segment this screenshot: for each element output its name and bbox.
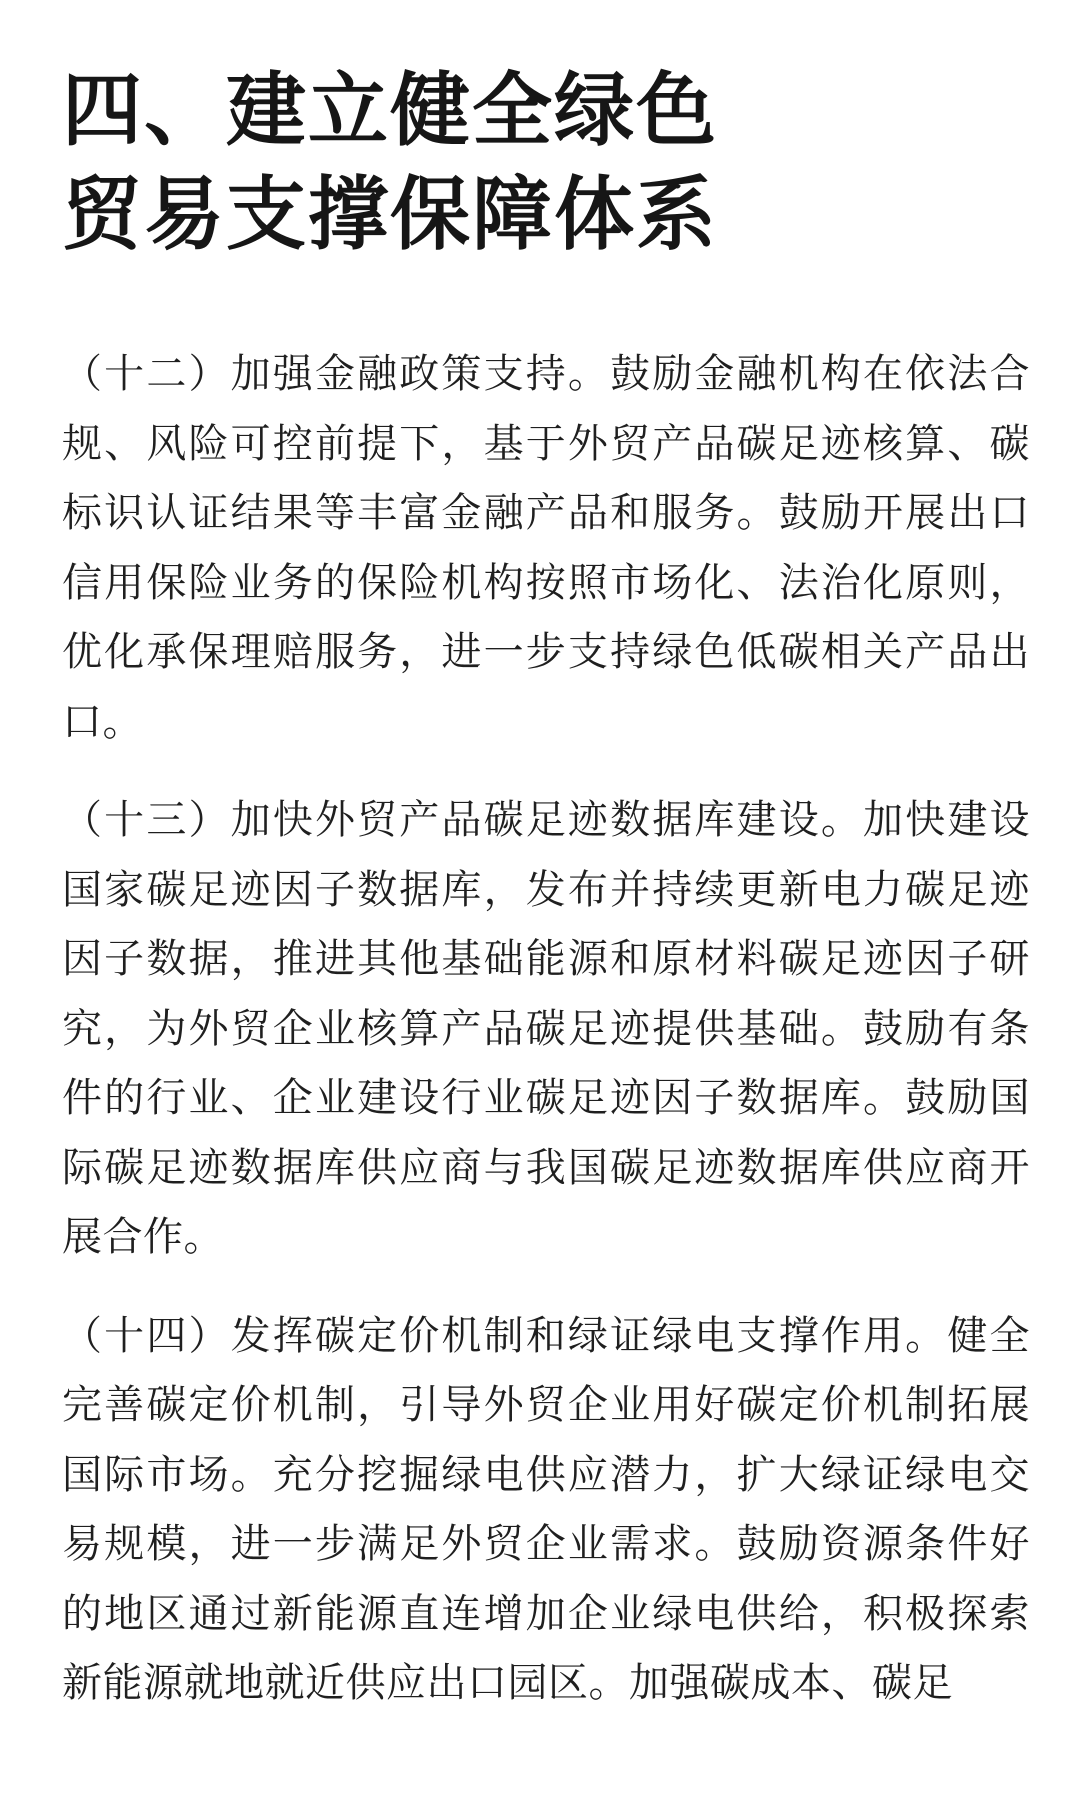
section-title-line-1: 四、建立健全绿色 (62, 63, 718, 157)
paragraph-14-carbon-pricing-green-power: （十四）发挥碳定价机制和绿证绿电支撑作用。健全完善碳定价机制，引导外贸企业用好碳定价机制拓展国际市场。充分挖掘绿电供应潜力，扩大绿证绿电交易规模，进一步满足外贸企业需求。鼓励资源条件好的地区通过新能源直连增加企业绿电供给，积极探索新能源就地就近供应出口园区。加强碳成本、碳足 (62, 1312, 1030, 1706)
article (62, 58, 1030, 1719)
paragraph-13-carbon-footprint-database: （十三）加快外贸产品碳足迹数据库建设。加快建设国家碳足迹因子数据库，发布并持续更新电力碳足迹因子数据，推进其他基础能源和原材料碳足迹因子研究，为外贸企业核算产品碳足迹提供基础。鼓励有条件的行业、企业建设行业碳足迹因子数据库。鼓励国际碳足迹数据库供应商与我国碳足迹数据库供应商开展合作。 (62, 797, 1030, 1260)
article-body (62, 340, 1030, 1719)
paragraph-12-financial-policy: （十二）加强金融政策支持。鼓励金融机构在依法合规、风险可控前提下，基于外贸产品碳足迹核算、碳标识认证结果等丰富金融产品和服务。鼓励开展出口信用保险业务的保险机构按照市场化、法治化原则，优化承保理赔服务，进一步支持绿色低碳相关产品出口。 (62, 351, 1030, 745)
section-title-line-2: 贸易支撑保障体系 (62, 167, 718, 261)
section-title (62, 58, 1030, 266)
